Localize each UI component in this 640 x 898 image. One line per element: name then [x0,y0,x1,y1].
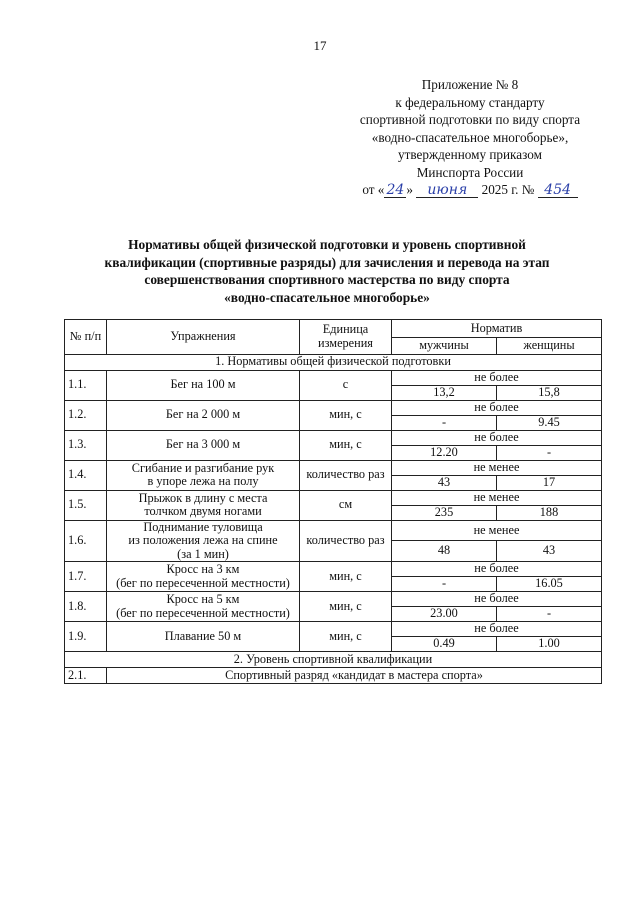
row-number: 1.4. [65,460,107,490]
exercise-line: (за 1 мин) [177,546,229,561]
quote-close: » [406,182,413,197]
exercise-line: Сгибание и разгибание рук [131,460,275,475]
table-row [65,370,602,385]
header-line: утвержденному приказом [398,147,542,162]
exercise-name [107,490,300,520]
women-value: 188 [497,505,602,520]
norm-condition: не менее [392,520,602,541]
header-line: спортивной подготовки по виду спорта [359,112,581,127]
exercise-line: Кросс на 3 км [166,562,240,576]
unit-cell: количество раз [300,460,392,490]
women-value: 15,8 [497,385,602,400]
women-value: - [497,607,602,622]
exercise-line: (бег по пересеченной местности) [116,605,290,620]
men-value: 13,2 [392,385,497,400]
men-value: 23.00 [392,607,497,622]
exercise-name [107,460,300,490]
exercise-name [107,430,300,460]
unit-cell: количество раз [300,520,392,562]
handwritten-number: 454 [538,183,578,198]
qualification-text: Спортивный разряд «кандидат в мастера спорта» [107,668,602,684]
header-num: № п/п [65,320,107,355]
exercise-line: Поднимание туловища [143,519,263,534]
row-number: 1.8. [65,592,107,622]
section-title: 2. Уровень спортивной квалификации [65,652,602,668]
table-row [65,520,602,541]
exercise-line: Плавание 50 м [164,628,242,643]
exercise-name [107,622,300,652]
exercise-line: в упоре лежа на полу [147,474,259,488]
women-value: 1.00 [497,637,602,652]
women-value: 9.45 [497,415,602,430]
header-line: «водно-спасательное многоборье», [371,129,569,145]
exercise-name [107,562,300,592]
exercise-line: толчком двумя ногами [144,504,262,518]
table-row [65,430,602,445]
table-row [65,400,602,415]
table-row [65,622,602,637]
standards-table [64,319,602,684]
document-title [64,236,590,306]
norm-condition: не более [392,562,602,577]
unit-cell: мин, с [300,430,392,460]
women-value: 16.05 [497,577,602,592]
exercise-name [107,370,300,400]
header-line: Приложение № 8 [421,77,519,92]
handwritten-month: июня [416,183,478,198]
header-line: Минспорта России [416,164,524,180]
header-norm: Норматив [392,320,602,338]
row-number: 1.9. [65,622,107,652]
exercise-line: из положения лежа на спине [128,533,278,547]
exercise-line: Прыжок в длину с места [138,490,268,505]
header-women: женщины [497,338,602,355]
page-number: 17 [313,38,327,53]
unit-cell: мин, с [300,400,392,430]
norm-condition: не более [392,400,602,415]
unit-cell: с [300,370,392,400]
from-prefix: от « [362,182,385,197]
norm-condition: не менее [392,460,602,475]
header-unit: Единица измерения [300,320,392,355]
men-value: 12.20 [392,445,497,460]
unit-cell: мин, с [300,592,392,622]
norm-condition: не более [392,370,602,385]
exercise-name [107,520,300,562]
unit-cell: мин, с [300,622,392,652]
norm-condition: не более [392,592,602,607]
women-value: - [497,445,602,460]
men-value: - [392,577,497,592]
unit-cell: мин, с [300,562,392,592]
men-value: 235 [392,505,497,520]
title-line: «водно-спасательное многоборье» [224,289,430,305]
row-number: 1.2. [65,400,107,430]
norm-condition: не более [392,430,602,445]
men-value: 0.49 [392,637,497,652]
header-line: к федеральному стандарту [395,94,545,110]
table-row [65,562,602,577]
table-row [65,460,602,475]
header-exercise: Упражнения [107,320,300,355]
handwritten-day: 24 [384,183,406,198]
title-line: Нормативы общей физической подготовки и уровень спортивной [128,237,526,252]
exercise-name [107,400,300,430]
exercise-line: Бег на 100 м [170,377,236,392]
exercise-line: Кросс на 5 км [166,592,240,606]
table-row [65,592,602,607]
row-number: 1.3. [65,430,107,460]
row-number: 1.5. [65,490,107,520]
row-number: 1.7. [65,562,107,592]
exercise-line: Бег на 2 000 м [165,407,241,422]
row-number: 2.1. [65,668,107,684]
title-line: квалификации (спортивные разряды) для зачисления и перевода на этап [104,254,550,270]
exercise-name [107,592,300,622]
appendix-header [340,76,600,199]
table-row [65,490,602,505]
year-text: 2025 г. № [481,182,535,197]
row-number: 1.6. [65,520,107,562]
unit-cell: см [300,490,392,520]
exercise-line: (бег по пересеченной местности) [116,575,290,590]
men-value: 43 [392,475,497,490]
women-value: 17 [497,475,602,490]
men-value: - [392,415,497,430]
header-men: мужчины [392,338,497,355]
title-line: совершенствования спортивного мастерства по виду спорта [144,272,510,287]
row-number: 1.1. [65,370,107,400]
norm-condition: не менее [392,490,602,505]
women-value: 43 [497,541,602,562]
norm-condition: не более [392,622,602,637]
exercise-line: Бег на 3 000 м [165,437,241,452]
order-date-line [340,181,600,199]
men-value: 48 [392,541,497,562]
section-title: 1. Нормативы общей физической подготовки [65,354,602,370]
